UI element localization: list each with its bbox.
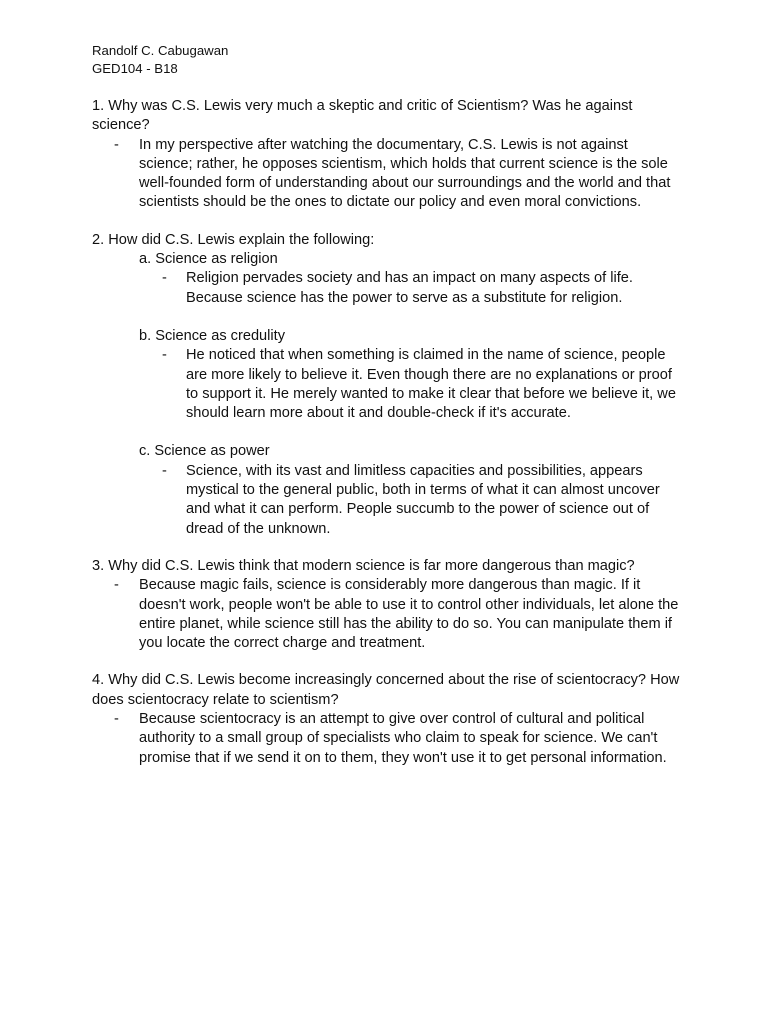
subitem-a-answer bbox=[92, 269, 676, 308]
subitem-c-answer bbox=[92, 462, 676, 539]
answer-4 bbox=[92, 710, 679, 768]
question-2: 2. How did C.S. Lewis explain the following: bbox=[92, 231, 375, 248]
answer-4-text: Because scientocracy is an attempt to give over control of cultural and political authority to a small group of specialists who claim to speak for science. We can't promise that if we send it on to them, they won't use it to get personal information. bbox=[139, 711, 667, 766]
answer-1-text: In my perspective after watching the documentary, C.S. Lewis is not against science; rather, he opposes scientism, which holds that current science is the sole well-founded form of understanding about our surroundings and the world and that scientists should be the ones to dictate our policy and even moral convictions. bbox=[139, 136, 671, 211]
answer-1 bbox=[92, 136, 679, 213]
bullet-dash: - bbox=[114, 711, 119, 728]
answer-3 bbox=[92, 576, 679, 653]
bullet-dash: - bbox=[162, 270, 167, 287]
subitem-b-label: b. Science as credulity bbox=[139, 327, 286, 344]
subitem-b-answer bbox=[92, 346, 676, 423]
answer-3-text: Because magic fails, science is considerably more dangerous than magic. If it doesn't work, people won't be able to use it to control other individuals, let alone the entire planet, while science still has the ability to do so. You can manipulate them if you locate the correct charge and treatment. bbox=[139, 577, 679, 652]
bullet-dash: - bbox=[162, 347, 167, 364]
question-4: 4. Why did C.S. Lewis become increasingly concerned about the rise of scientocracy? How does scientocracy relate to scientism? bbox=[92, 672, 680, 708]
subitem-a-label: a. Science as religion bbox=[139, 251, 278, 268]
subitem-c-label: c. Science as power bbox=[139, 443, 270, 460]
bullet-dash: - bbox=[114, 136, 119, 153]
course-code: GED104 - B18 bbox=[92, 61, 178, 76]
subitem-b-text: He noticed that when something is claimed in the name of science, people are more likely to believe it. Even though there are no explanations or proof to support it. He merely wanted to make it clear that before we believe it, we should learn more about it and double-check if it's accurate. bbox=[186, 347, 676, 422]
question-1: 1. Why was C.S. Lewis very much a skeptic and critic of Scientism? Was he against science? bbox=[92, 98, 633, 134]
subitem-c-text: Science, with its vast and limitless capacities and possibilities, appears mystical to the general public, both in terms of what it can almost uncover and what it can perform. People succumb to the power of science out of dread of the unknown. bbox=[186, 462, 660, 537]
author-name: Randolf C. Cabugawan bbox=[92, 43, 229, 58]
bullet-dash: - bbox=[114, 577, 119, 594]
question-3: 3. Why did C.S. Lewis think that modern science is far more dangerous than magic? bbox=[92, 557, 635, 574]
subitem-a-text: Religion pervades society and has an impact on many aspects of life. Because science has the power to serve as a substitute for religion. bbox=[186, 270, 633, 306]
bullet-dash: - bbox=[162, 462, 167, 479]
